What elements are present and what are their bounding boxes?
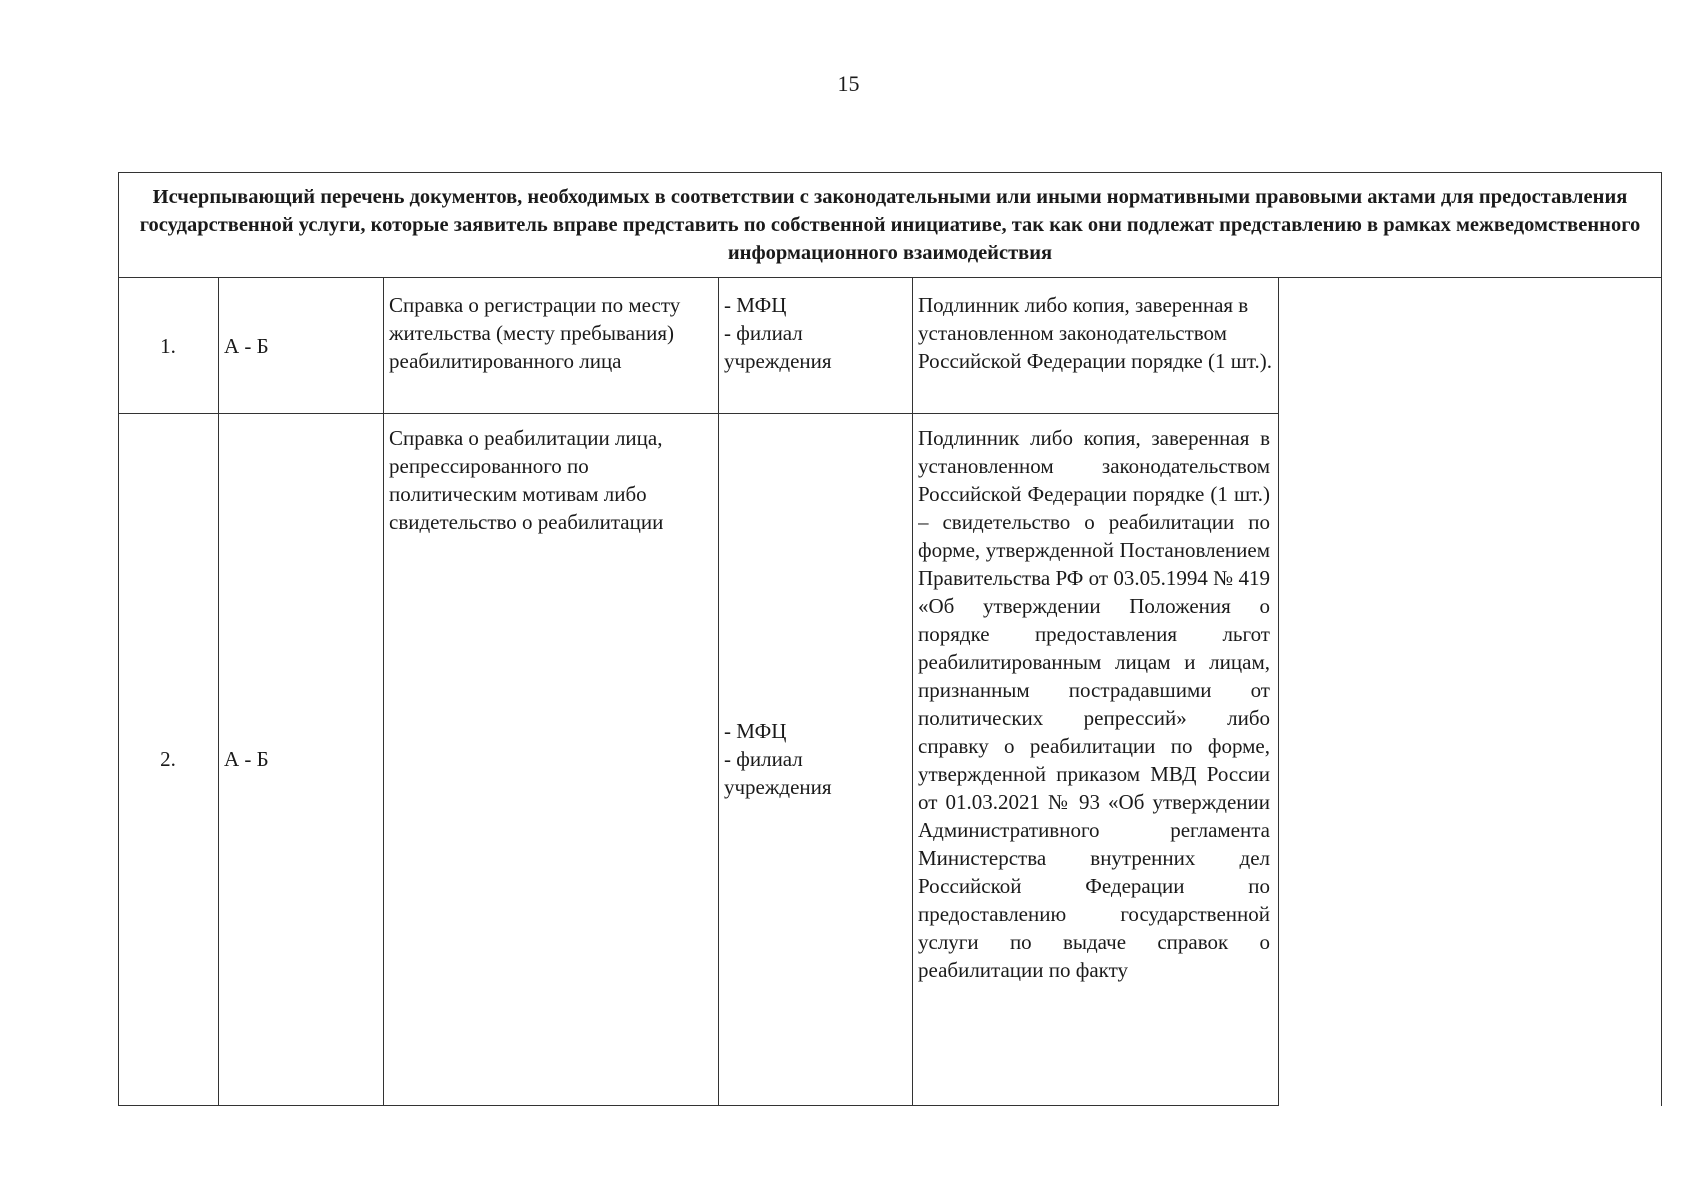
column-divider [1278,278,1279,1106]
row-requirements: Подлинник либо копия, заверенная в установленном законодательством Российской Федерации порядке (1 шт.). [918,293,1273,373]
column-divider [218,278,219,1106]
row-category: А - Б [224,333,269,358]
provider-item: - филиал учреждения [724,321,832,373]
table-header [118,172,1662,278]
page-number: 15 [837,71,860,96]
row-providers [724,291,909,375]
provider-item: - МФЦ [724,719,787,743]
column-divider [912,278,913,1106]
column-divider [718,278,719,1106]
row-number: 1. [160,333,176,358]
provider-item: - МФЦ [724,293,787,317]
table-bottom-border [118,1105,1278,1106]
row-category: А - Б [224,747,269,771]
provider-item: - филиал учреждения [724,747,832,799]
row-requirements: Подлинник либо копия, заверенная в установленном законодательством Российской Федерации порядке (1 шт.) – свидетельство о реабилитации по форме, утвержденной Постановлением Правительства РФ от 03.05.1994 № 419 «Об утверждении Положения о порядке предоставления льгот реабилитированным лицам и лицам, признанным пострадавшими от политических репрессий» либо справку о реабилитации по форме, утвержденной приказом МВД России от 01.03.2021 № 93 «Об утверждении Административного регламента Министерства внутренних дел Российской Федерации по предоставлению государственной услуги по выдаче справок о реабилитации по факту [918,426,1270,982]
row-number: 2. [160,747,176,771]
row-document-name: Справка о реабилитации лица, репрессированного по политическим мотивам либо свидетельство о реабилитации [389,426,664,534]
column-divider [383,278,384,1106]
table-header-text: Исчерпывающий перечень документов, необходимых в соответствии с законодательными или иными нормативными правовыми актами для предоставления государственной услуги, которые заявитель вправе представить по собственной инициативе, так как они подлежат представлению в рамках межведомственного информационного взаимодействия [139,185,1641,264]
row-document-name: Справка о регистрации по месту жительства (месту пребывания) реабилитированного лица [389,293,681,373]
row-providers [724,413,909,1105]
